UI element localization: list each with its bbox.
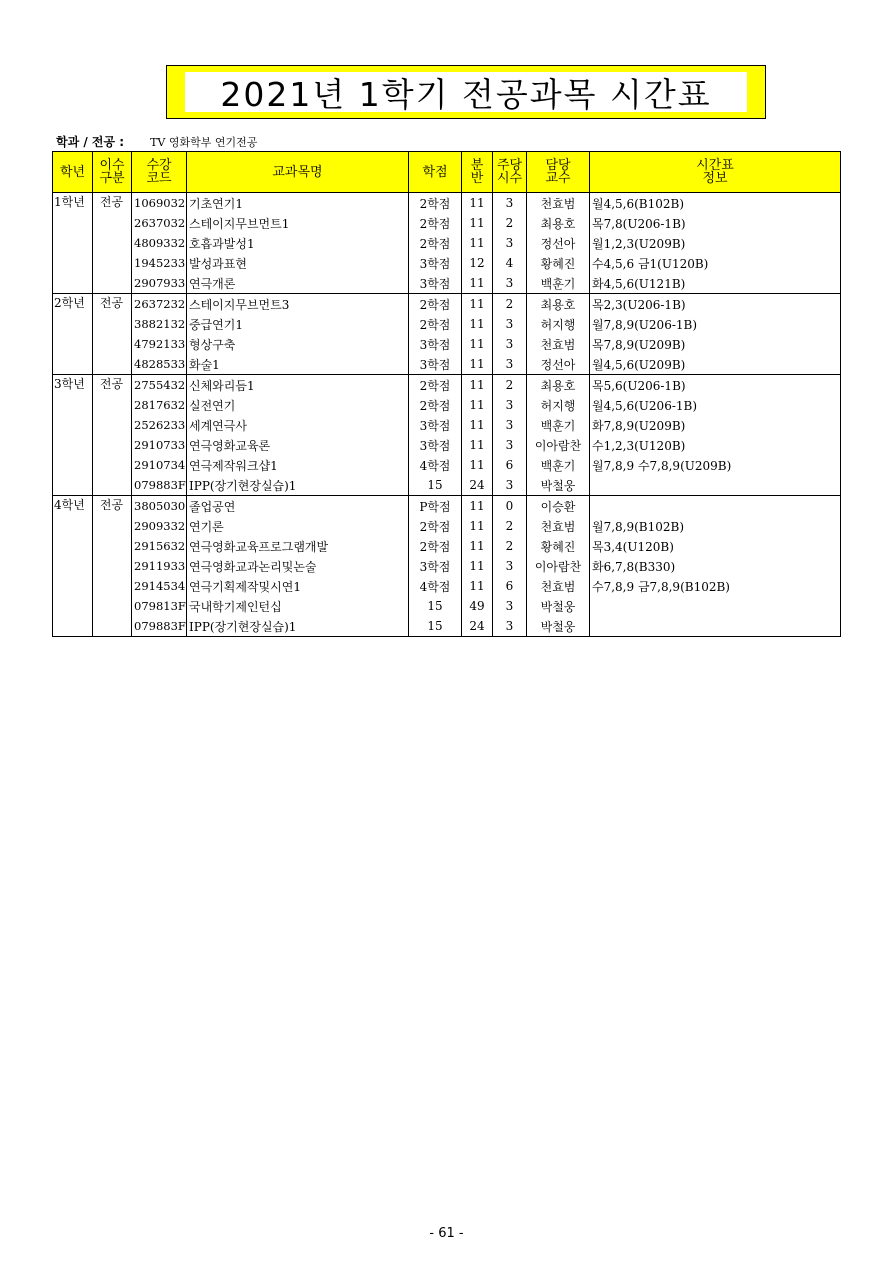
schedule-table (52, 151, 841, 637)
schedule-info-cell: 월4,5,6(U206-1B) (590, 395, 841, 415)
course-code-cell: 2637232 (132, 294, 187, 315)
professor-cell: 황혜진 (527, 536, 590, 556)
year-cell (53, 273, 93, 294)
year-cell (53, 536, 93, 556)
weekly-hours-cell: 2 (493, 375, 527, 396)
course-name-cell: 형상구축 (187, 334, 409, 354)
schedule-info-cell: 목7,8(U206-1B) (590, 213, 841, 233)
course-name-cell: 연극개론 (187, 273, 409, 294)
section-cell: 11 (462, 455, 493, 475)
professor-cell: 정선아 (527, 354, 590, 375)
year-cell (53, 233, 93, 253)
page-number: - 61 - (429, 1226, 464, 1241)
course-name-cell: 연기론 (187, 516, 409, 536)
section-cell: 11 (462, 576, 493, 596)
weekly-hours-cell: 3 (493, 314, 527, 334)
year-cell (53, 596, 93, 616)
table-row (53, 375, 841, 396)
credit-cell: 3학점 (409, 253, 462, 273)
type-cell (93, 556, 132, 576)
table-row (53, 213, 841, 233)
dept-label: 학과 / 전공 : (56, 135, 125, 149)
year-cell (53, 576, 93, 596)
table-row (53, 596, 841, 616)
credit-cell: 15 (409, 475, 462, 496)
type-cell (93, 334, 132, 354)
type-cell (93, 435, 132, 455)
type-cell (93, 455, 132, 475)
credit-cell: 2학점 (409, 213, 462, 233)
title-banner (166, 65, 766, 119)
credit-cell: 2학점 (409, 193, 462, 214)
professor-cell: 박철웅 (527, 596, 590, 616)
section-cell: 11 (462, 415, 493, 435)
credit-cell: 2학점 (409, 233, 462, 253)
course-name-cell: IPP(장기현장실습)1 (187, 616, 409, 637)
course-code-cell: 3805030 (132, 496, 187, 517)
type-cell (93, 536, 132, 556)
type-cell (93, 273, 132, 294)
schedule-info-cell: 월1,2,3(U209B) (590, 233, 841, 253)
weekly-hours-cell: 3 (493, 193, 527, 214)
year-cell (53, 314, 93, 334)
credit-cell: 3학점 (409, 556, 462, 576)
section-cell: 11 (462, 314, 493, 334)
professor-cell: 최용호 (527, 294, 590, 315)
section-cell: 11 (462, 294, 493, 315)
year-cell (53, 455, 93, 475)
professor-cell: 천효범 (527, 576, 590, 596)
course-name-cell: 스테이지무브먼트3 (187, 294, 409, 315)
type-cell: 전공 (93, 375, 132, 396)
schedule-info-cell: 수1,2,3(U120B) (590, 435, 841, 455)
type-cell: 전공 (93, 193, 132, 214)
table-row (53, 496, 841, 517)
year-cell (53, 435, 93, 455)
professor-cell: 천효범 (527, 193, 590, 214)
header-type: 이수 구분 (93, 152, 132, 193)
professor-cell: 백훈기 (527, 273, 590, 294)
table-row (53, 576, 841, 596)
table-row (53, 455, 841, 475)
year-cell (53, 516, 93, 536)
weekly-hours-cell: 3 (493, 596, 527, 616)
weekly-hours-cell: 3 (493, 556, 527, 576)
credit-cell: 3학점 (409, 354, 462, 375)
course-name-cell: 신체와리듬1 (187, 375, 409, 396)
professor-cell: 천효범 (527, 516, 590, 536)
year-cell: 2학년 (53, 294, 93, 315)
course-code-cell: 4828533 (132, 354, 187, 375)
schedule-info-cell: 목7,8,9(U209B) (590, 334, 841, 354)
weekly-hours-cell: 3 (493, 475, 527, 496)
section-cell: 24 (462, 475, 493, 496)
header-hours: 주당 시수 (493, 152, 527, 193)
year-cell (53, 395, 93, 415)
type-cell (93, 253, 132, 273)
professor-cell: 박철웅 (527, 475, 590, 496)
header-schedule: 시간표 정보 (590, 152, 841, 193)
course-name-cell: 연극제작워크샵1 (187, 455, 409, 475)
year-cell: 1학년 (53, 193, 93, 214)
course-code-cell: 2526233 (132, 415, 187, 435)
schedule-info-cell: 화4,5,6(U121B) (590, 273, 841, 294)
schedule-info-cell: 월4,5,6(B102B) (590, 193, 841, 214)
section-cell: 11 (462, 233, 493, 253)
table-row (53, 314, 841, 334)
year-cell (53, 475, 93, 496)
type-cell (93, 314, 132, 334)
weekly-hours-cell: 3 (493, 616, 527, 637)
weekly-hours-cell: 2 (493, 213, 527, 233)
credit-cell: 2학점 (409, 314, 462, 334)
course-name-cell: IPP(장기현장실습)1 (187, 475, 409, 496)
credit-cell: 4학점 (409, 455, 462, 475)
weekly-hours-cell: 6 (493, 576, 527, 596)
schedule-info-cell (590, 496, 841, 517)
table-row (53, 475, 841, 496)
credit-cell: 2학점 (409, 395, 462, 415)
weekly-hours-cell: 2 (493, 294, 527, 315)
credit-cell: 3학점 (409, 273, 462, 294)
credit-cell: P학점 (409, 496, 462, 517)
course-name-cell: 발성과표현 (187, 253, 409, 273)
schedule-info-cell (590, 475, 841, 496)
course-code-cell: 2910733 (132, 435, 187, 455)
credit-cell: 2학점 (409, 375, 462, 396)
weekly-hours-cell: 0 (493, 496, 527, 517)
year-cell (53, 616, 93, 637)
professor-cell: 최용호 (527, 213, 590, 233)
year-cell: 4학년 (53, 496, 93, 517)
professor-cell: 허지행 (527, 395, 590, 415)
table-row (53, 415, 841, 435)
course-name-cell: 연극영화교과논리및논술 (187, 556, 409, 576)
schedule-info-cell: 수7,8,9 금7,8,9(B102B) (590, 576, 841, 596)
section-cell: 11 (462, 435, 493, 455)
course-code-cell: 3882132 (132, 314, 187, 334)
course-code-cell: 079883F (132, 475, 187, 496)
course-name-cell: 연극영화교육론 (187, 435, 409, 455)
type-cell (93, 475, 132, 496)
course-name-cell: 스테이지무브먼트1 (187, 213, 409, 233)
credit-cell: 15 (409, 596, 462, 616)
type-cell (93, 233, 132, 253)
section-cell: 12 (462, 253, 493, 273)
type-cell: 전공 (93, 294, 132, 315)
type-cell (93, 354, 132, 375)
type-cell (93, 576, 132, 596)
table-row (53, 354, 841, 375)
weekly-hours-cell: 3 (493, 273, 527, 294)
schedule-info-cell: 목5,6(U206-1B) (590, 375, 841, 396)
professor-cell: 이아람찬 (527, 435, 590, 455)
section-cell: 11 (462, 334, 493, 354)
course-code-cell: 2911933 (132, 556, 187, 576)
course-name-cell: 기초연기1 (187, 193, 409, 214)
course-code-cell: 2755432 (132, 375, 187, 396)
course-name-cell: 연극영화교육프로그램개발 (187, 536, 409, 556)
schedule-info-cell: 월7,8,9(U206-1B) (590, 314, 841, 334)
course-code-cell: 079883F (132, 616, 187, 637)
year-cell (53, 415, 93, 435)
year-cell (53, 556, 93, 576)
year-cell (53, 334, 93, 354)
dept-line (56, 133, 257, 150)
header-code: 수강 코드 (132, 152, 187, 193)
dept-value: TV 영화학부 연기전공 (150, 136, 258, 149)
professor-cell: 황혜진 (527, 253, 590, 273)
credit-cell: 2학점 (409, 294, 462, 315)
weekly-hours-cell: 3 (493, 415, 527, 435)
table-row (53, 616, 841, 637)
course-code-cell: 2817632 (132, 395, 187, 415)
credit-cell: 3학점 (409, 334, 462, 354)
section-cell: 11 (462, 375, 493, 396)
section-cell: 11 (462, 536, 493, 556)
weekly-hours-cell: 3 (493, 334, 527, 354)
table-row (53, 395, 841, 415)
credit-cell: 15 (409, 616, 462, 637)
professor-cell: 정선아 (527, 233, 590, 253)
professor-cell: 이승환 (527, 496, 590, 517)
course-code-cell: 2909332 (132, 516, 187, 536)
course-name-cell: 중급연기1 (187, 314, 409, 334)
credit-cell: 4학점 (409, 576, 462, 596)
header-section: 분 반 (462, 152, 493, 193)
weekly-hours-cell: 3 (493, 435, 527, 455)
table-row (53, 294, 841, 315)
section-cell: 11 (462, 516, 493, 536)
schedule-info-cell: 화6,7,8(B330) (590, 556, 841, 576)
section-cell: 24 (462, 616, 493, 637)
professor-cell: 허지행 (527, 314, 590, 334)
credit-cell: 3학점 (409, 415, 462, 435)
section-cell: 49 (462, 596, 493, 616)
course-code-cell: 2914534 (132, 576, 187, 596)
section-cell: 11 (462, 496, 493, 517)
professor-cell: 이아람찬 (527, 556, 590, 576)
course-name-cell: 졸업공연 (187, 496, 409, 517)
credit-cell: 3학점 (409, 435, 462, 455)
header-prof: 담당 교수 (527, 152, 590, 193)
year-cell (53, 354, 93, 375)
table-row (53, 193, 841, 214)
course-name-cell: 화술1 (187, 354, 409, 375)
header-credit: 학점 (409, 152, 462, 193)
year-cell (53, 253, 93, 273)
course-name-cell: 호흡과발성1 (187, 233, 409, 253)
schedule-info-cell (590, 596, 841, 616)
header-year: 학년 (53, 152, 93, 193)
weekly-hours-cell: 4 (493, 253, 527, 273)
section-cell: 11 (462, 556, 493, 576)
table-row (53, 273, 841, 294)
course-code-cell: 079813F (132, 596, 187, 616)
professor-cell: 최용호 (527, 375, 590, 396)
course-name-cell: 국내학기제인턴십 (187, 596, 409, 616)
course-name-cell: 연극기획제작및시연1 (187, 576, 409, 596)
type-cell (93, 213, 132, 233)
type-cell (93, 415, 132, 435)
schedule-info-cell: 목3,4(U120B) (590, 536, 841, 556)
schedule-info-cell: 월7,8,9(B102B) (590, 516, 841, 536)
table-row (53, 556, 841, 576)
type-cell (93, 616, 132, 637)
section-cell: 11 (462, 273, 493, 294)
schedule-info-cell: 월4,5,6(U209B) (590, 354, 841, 375)
table-row (53, 233, 841, 253)
page-title: 2021년 1학기 전공과목 시간표 (185, 72, 747, 112)
header-row (53, 152, 841, 193)
schedule-info-cell: 수4,5,6 금1(U120B) (590, 253, 841, 273)
table-row (53, 253, 841, 273)
table-row (53, 334, 841, 354)
schedule-info-cell: 목2,3(U206-1B) (590, 294, 841, 315)
schedule-info-cell: 화7,8,9(U209B) (590, 415, 841, 435)
section-cell: 11 (462, 213, 493, 233)
credit-cell: 2학점 (409, 516, 462, 536)
course-code-cell: 2910734 (132, 455, 187, 475)
type-cell: 전공 (93, 496, 132, 517)
table-row (53, 536, 841, 556)
weekly-hours-cell: 3 (493, 354, 527, 375)
course-code-cell: 4792133 (132, 334, 187, 354)
weekly-hours-cell: 3 (493, 233, 527, 253)
professor-cell: 천효범 (527, 334, 590, 354)
section-cell: 11 (462, 193, 493, 214)
course-code-cell: 2907933 (132, 273, 187, 294)
type-cell (93, 395, 132, 415)
weekly-hours-cell: 2 (493, 516, 527, 536)
course-code-cell: 1069032 (132, 193, 187, 214)
year-cell: 3학년 (53, 375, 93, 396)
course-name-cell: 실전연기 (187, 395, 409, 415)
course-code-cell: 4809332 (132, 233, 187, 253)
schedule-info-cell (590, 616, 841, 637)
professor-cell: 백훈기 (527, 415, 590, 435)
weekly-hours-cell: 2 (493, 536, 527, 556)
professor-cell: 박철웅 (527, 616, 590, 637)
weekly-hours-cell: 6 (493, 455, 527, 475)
weekly-hours-cell: 3 (493, 395, 527, 415)
year-cell (53, 213, 93, 233)
course-name-cell: 세계연극사 (187, 415, 409, 435)
section-cell: 11 (462, 395, 493, 415)
professor-cell: 백훈기 (527, 455, 590, 475)
section-cell: 11 (462, 354, 493, 375)
table-row (53, 435, 841, 455)
header-name: 교과목명 (187, 152, 409, 193)
schedule-info-cell: 월7,8,9 수7,8,9(U209B) (590, 455, 841, 475)
course-code-cell: 2915632 (132, 536, 187, 556)
type-cell (93, 516, 132, 536)
table-row (53, 516, 841, 536)
type-cell (93, 596, 132, 616)
credit-cell: 2학점 (409, 536, 462, 556)
course-code-cell: 2637032 (132, 213, 187, 233)
course-code-cell: 1945233 (132, 253, 187, 273)
